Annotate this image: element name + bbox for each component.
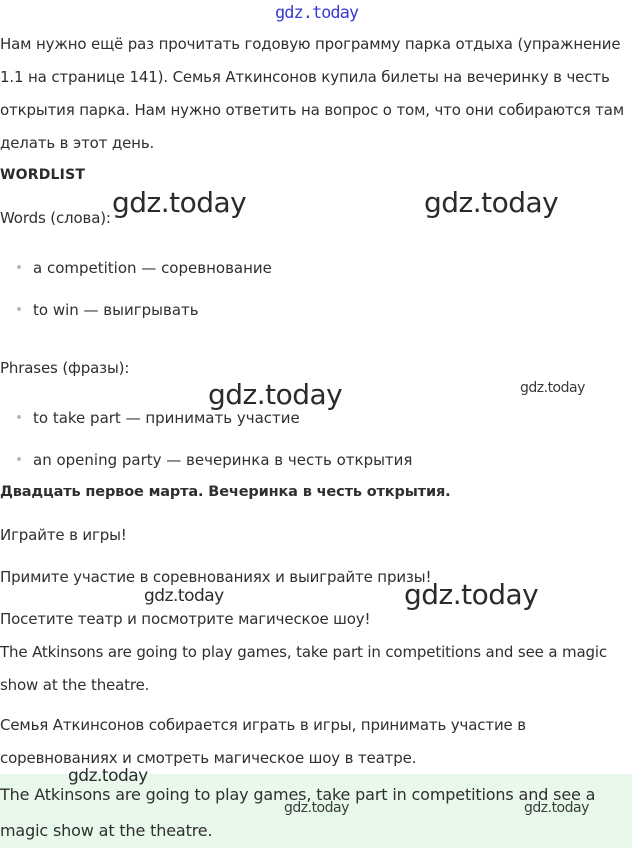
watermark: gdz.today xyxy=(68,766,148,786)
watermark: gdz.today xyxy=(284,800,349,816)
words-label: Words (слова): xyxy=(0,209,111,227)
russian-answer-line-2: соревнованиях и смотреть магическое шоу в театре. xyxy=(0,749,417,767)
list-item xyxy=(17,301,199,319)
phrases-label: Phrases (фразы): xyxy=(0,359,130,377)
word-item-2: to win — выигрывать xyxy=(33,301,199,319)
english-answer-line-2: show at the theatre. xyxy=(0,676,150,694)
wordlist-heading: WORDLIST xyxy=(0,167,86,183)
final-answer-line-2: magic show at the theatre. xyxy=(0,821,213,840)
bullet-icon xyxy=(17,307,21,311)
watermark: gdz.today xyxy=(208,378,343,411)
intro-line-4: делать в этот день. xyxy=(0,134,155,152)
watermark-top: gdz.today xyxy=(275,3,359,23)
watermark: gdz.today xyxy=(524,800,589,816)
bullet-icon xyxy=(17,415,21,419)
watermark: gdz.today xyxy=(424,186,559,219)
watermark: gdz.today xyxy=(112,186,247,219)
poster-line-3: Посетите театр и посмотрите магическое шоу! xyxy=(0,610,371,628)
list-item xyxy=(17,451,412,469)
list-item xyxy=(17,409,300,427)
intro-line-1: Нам нужно ещё раз прочитать годовую программу парка отдыха (упражнение xyxy=(0,35,621,53)
watermark: gdz.today xyxy=(404,578,539,611)
bullet-icon xyxy=(17,457,21,461)
intro-line-2: 1.1 на странице 141). Семья Аткинсонов купила билеты на вечеринку в честь xyxy=(0,68,610,86)
watermark: gdz.today xyxy=(144,586,224,606)
poster-line-2: Примите участие в соревнованиях и выиграйте призы! xyxy=(0,568,432,586)
poster-line-1: Играйте в игры! xyxy=(0,526,127,544)
final-answer-line-1: The Atkinsons are going to play games, take part in competitions and see a xyxy=(0,785,596,804)
word-item-1: a competition — соревнование xyxy=(33,259,272,277)
phrase-item-2: an opening party — вечеринка в честь открытия xyxy=(33,451,413,469)
russian-answer-line-1: Семья Аткинсонов собирается играть в игры, принимать участие в xyxy=(0,716,526,734)
intro-line-3: открытия парка. Нам нужно ответить на вопрос о том, что они собираются там xyxy=(0,101,624,119)
poster-heading: Двадцать первое марта. Вечеринка в честь открытия. xyxy=(0,484,451,500)
english-answer-line-1: The Atkinsons are going to play games, take part in competitions and see a magic xyxy=(0,643,608,661)
list-item xyxy=(17,259,272,277)
bullet-icon xyxy=(17,265,21,269)
watermark: gdz.today xyxy=(520,380,585,396)
phrase-item-1: to take part — принимать участие xyxy=(33,409,300,427)
